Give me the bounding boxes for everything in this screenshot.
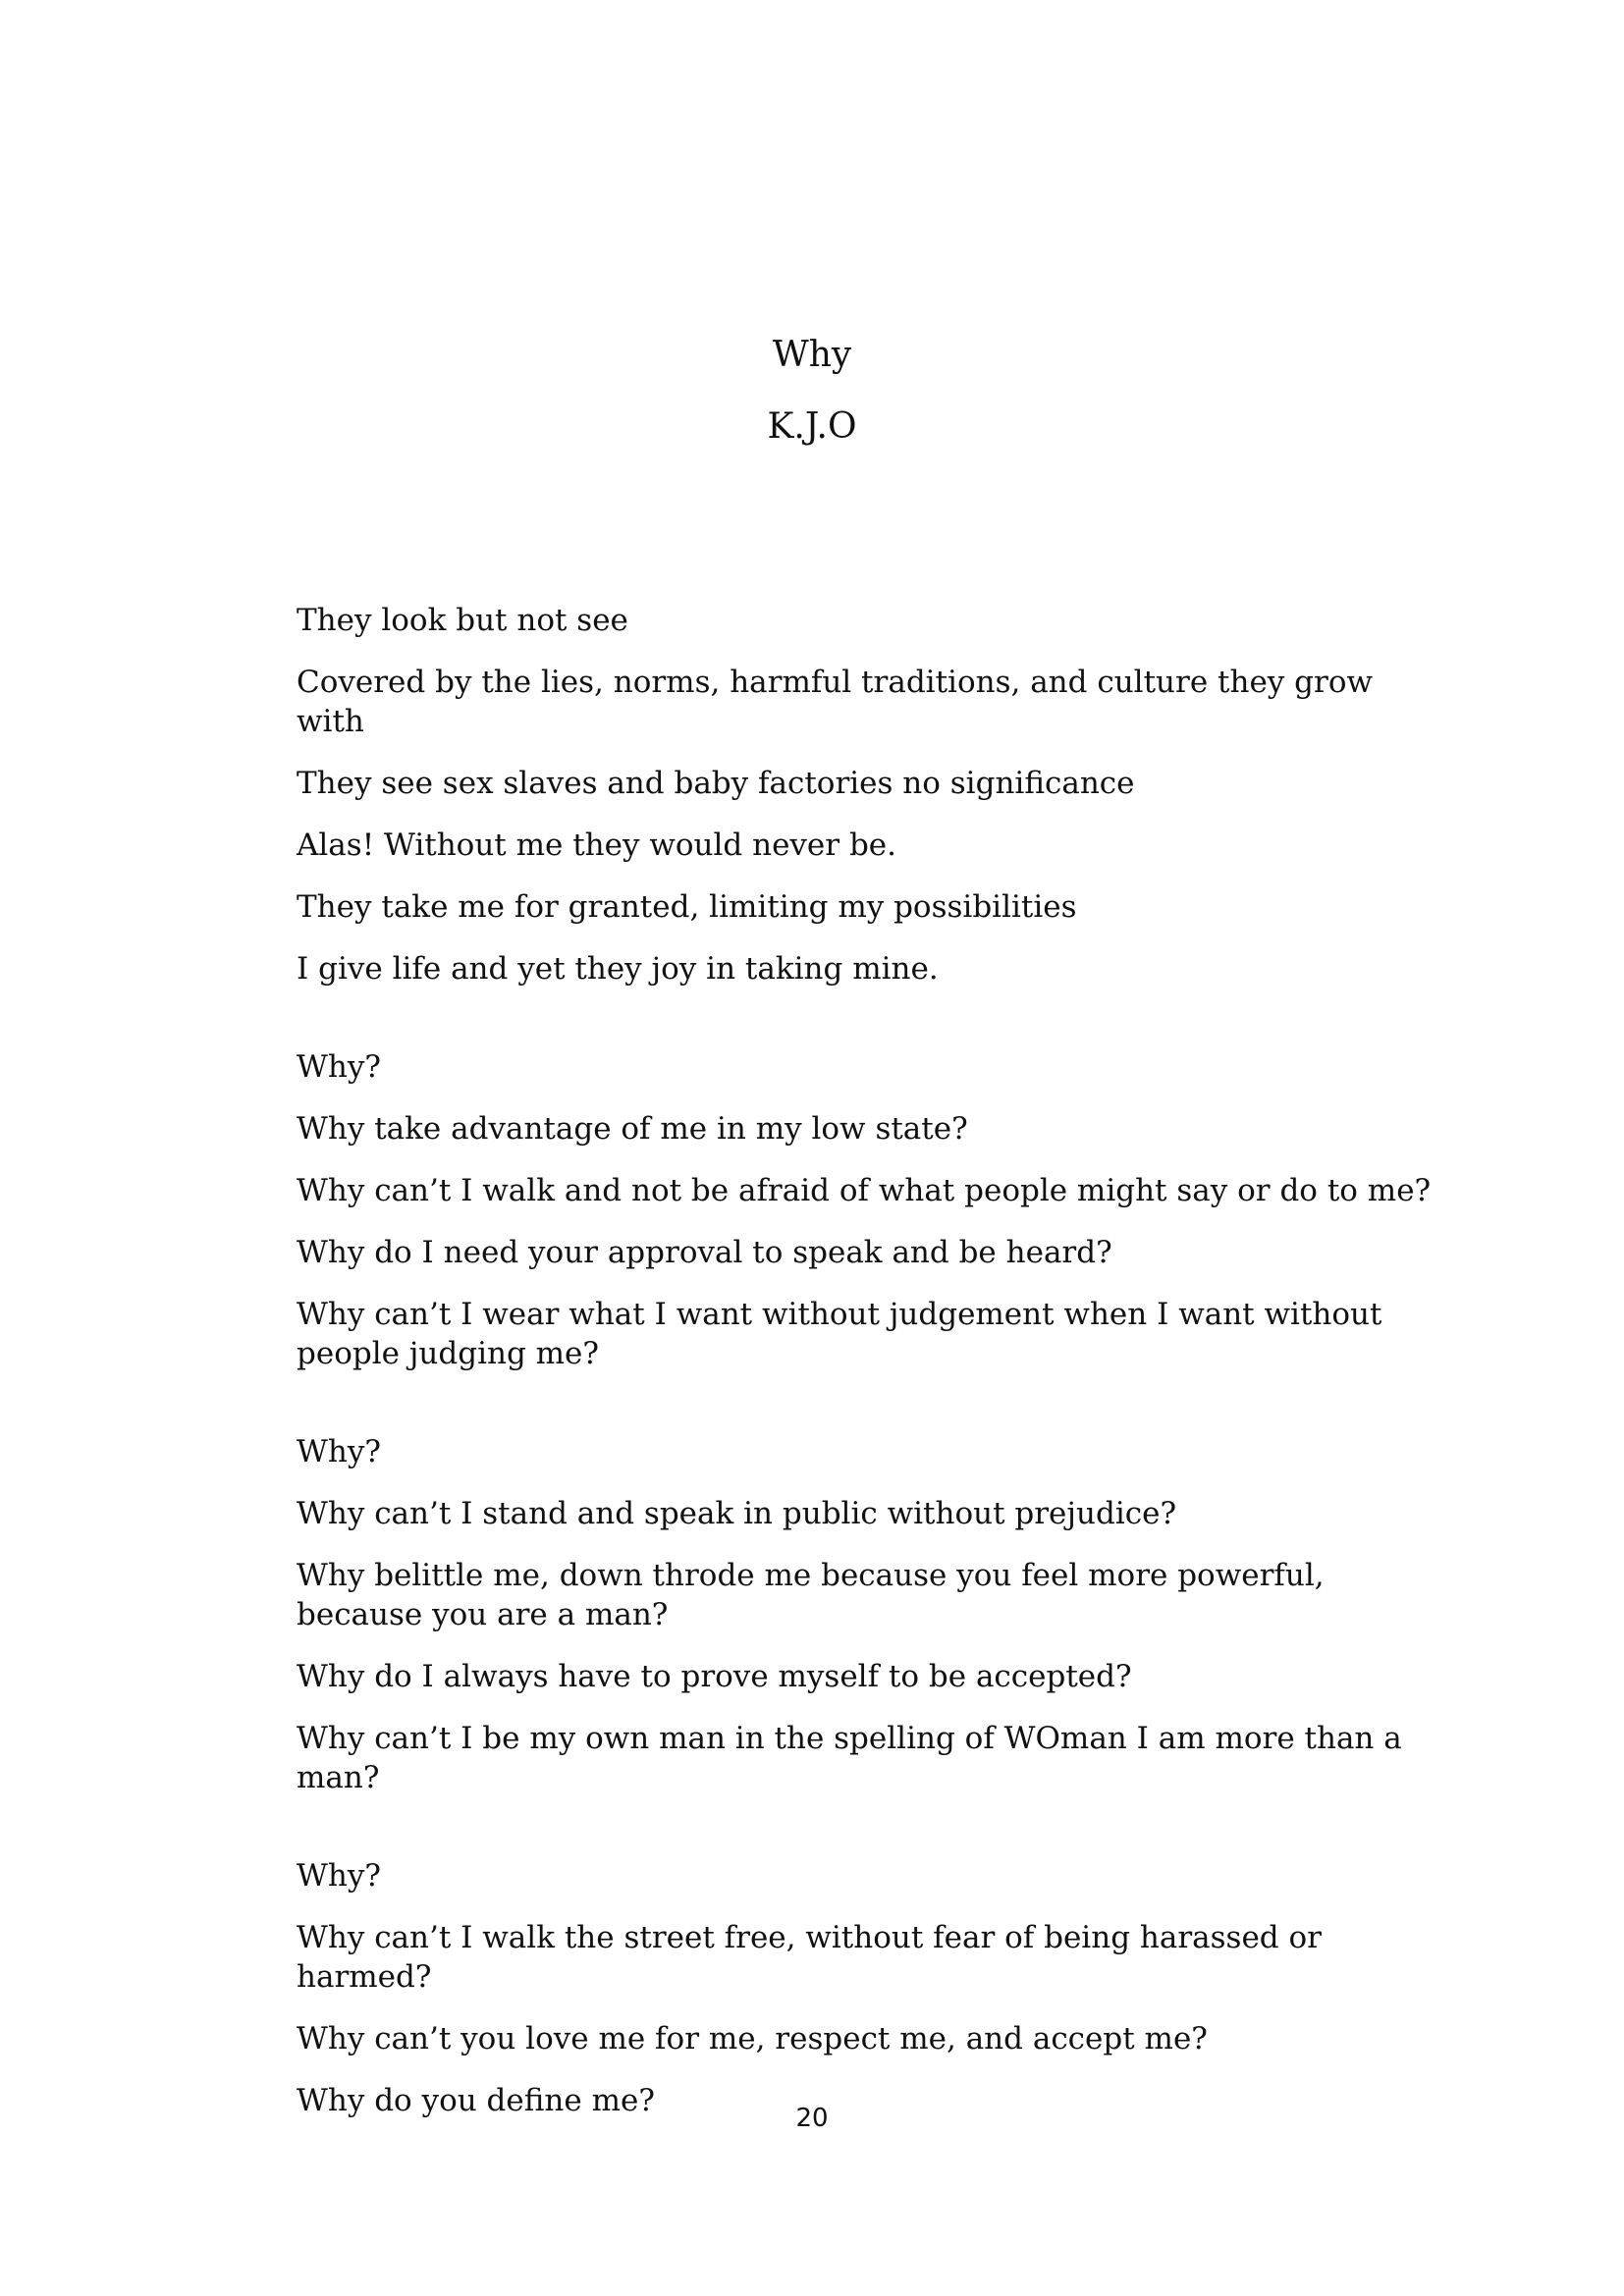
poem-line: Why can’t I stand and speak in public without prejudice?	[297, 1496, 1177, 1531]
poem-line: Why do you define me?	[297, 2083, 655, 2118]
poem-body	[297, 601, 1435, 2179]
poem-line: They see sex slaves and baby factories no significance	[297, 766, 1135, 801]
poem-line: Why do I need your approval to speak and be heard?	[297, 1235, 1112, 1270]
poem-line: They take me for granted, limiting my possibilities	[297, 889, 1077, 925]
page-number: 20	[795, 2104, 829, 2133]
poem-line: Why do I always have to prove myself to be accepted?	[297, 1659, 1132, 1694]
poem-title: Why	[772, 335, 852, 375]
poem-line: Why belittle me, down throde me because you feel more powerful, because you are a man?	[297, 1558, 1325, 1632]
poem-line: Why?	[297, 1434, 381, 1469]
stanza-4	[297, 1856, 1435, 2120]
poem-line: Why can’t I walk and not be afraid of what people might say or do to me?	[297, 1173, 1432, 1208]
poem-line: Why?	[297, 1858, 381, 1894]
poem-line: Why?	[297, 1049, 381, 1085]
poem-line: Why take advantage of me in my low state?	[297, 1111, 968, 1147]
poem-line: Why can’t I walk the street free, without fear of being harassed or harmed?	[297, 1920, 1322, 1995]
stanza-3	[297, 1432, 1435, 1797]
stanza-1	[297, 601, 1435, 988]
poem-line: Why can’t you love me for me, respect me, and accept me?	[297, 2021, 1208, 2056]
poem-line: I give life and yet they joy in taking mine.	[297, 951, 939, 987]
poem-line: Alas! Without me they would never be.	[297, 828, 896, 863]
poem-author: K.J.O	[767, 406, 857, 447]
poem-line: Why can’t I be my own man in the spelling of WOman I am more than a man?	[297, 1721, 1402, 1795]
stanza-2	[297, 1047, 1435, 1373]
poem-line: They look but not see	[297, 603, 628, 638]
poem-line: Covered by the lies, norms, harmful traditions, and culture they grow with	[297, 665, 1374, 739]
poem-line: Why can’t I wear what I want without judgement when I want without people judging me?	[297, 1297, 1382, 1371]
